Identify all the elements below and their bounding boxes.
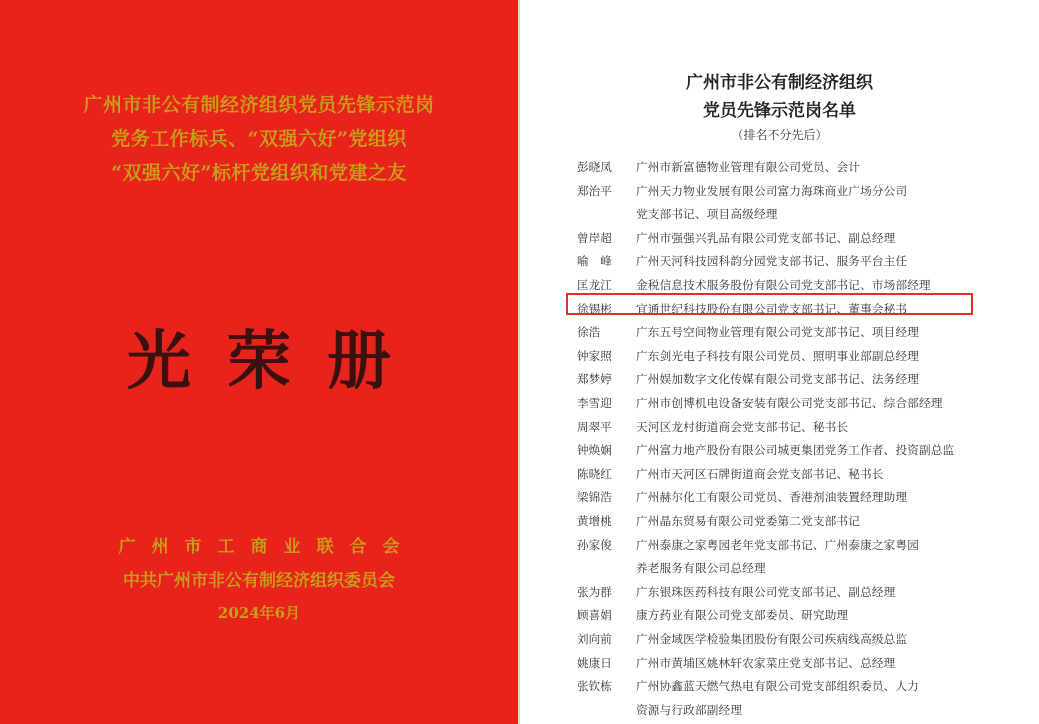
entry-name: 李雪迎 (577, 396, 612, 410)
entry-name: 周翠平 (577, 419, 612, 434)
list-item (520, 345, 1039, 368)
entry-name: 孙家俊 (577, 537, 612, 552)
entry-description: 广州市天河区石牌街道商会党支部书记、秘书长 (636, 466, 884, 481)
list-item (520, 321, 1039, 344)
entry-description: 广州天力物业发展有限公司富力海珠商业广场分公司 (636, 183, 908, 198)
entry-name: 郑治平 (577, 183, 612, 198)
cover-big-title: 光荣册 (127, 324, 427, 399)
entry-description: 广州泰康之家粤园老年党支部书记、广州泰康之家粤园 (636, 537, 920, 552)
entry-description-continued: 资源与行政部副经理 (636, 702, 743, 717)
entry-description: 广州娱加数字文化传媒有限公司党支部书记、法务经理 (636, 372, 920, 387)
list-title-line-2: 党员先锋示范岗名单 (703, 101, 856, 121)
entry-description: 广州富力地产股份有限公司城更集团党务工作者、投资副总监 (636, 443, 955, 458)
entry-description: 天河区龙村街道商会党支部书记、秘书长 (636, 419, 849, 434)
list-item (520, 486, 1039, 509)
list-item (520, 652, 1039, 675)
entry-name: 曾岸超 (577, 230, 612, 245)
list-item (520, 156, 1039, 179)
cover-organization-2: 中共广州市非公有制经济组织委员会 (123, 571, 395, 591)
list-title-line-1: 广州市非公有制经济组织 (686, 73, 873, 93)
cover-title-line-1: 广州市非公有制经济组织党员先锋示范岗 (83, 94, 435, 116)
entry-description: 广州市黄埔区姚林轩农家菜庄党支部书记、总经理 (636, 655, 896, 670)
entry-name: 喻 峰 (577, 254, 612, 269)
entry-description: 广州天河科技园科韵分园党支部书记、服务平台主任 (636, 254, 908, 269)
entry-name: 黄增桃 (577, 514, 612, 528)
cover-organization-1: 广州市工商业联合会 (118, 537, 416, 557)
highlight-box (566, 293, 973, 315)
entry-name: 梁锦浩 (577, 490, 612, 505)
entry-name: 彭晓凤 (577, 160, 612, 174)
entry-description: 广东五号空间物业管理有限公司党支部书记、项目经理 (636, 325, 920, 340)
entry-description: 广州市新富德物业管理有限公司党员、会计 (636, 160, 861, 174)
entry-description: 广州市强强兴乳品有限公司党支部书记、副总经理 (636, 230, 896, 245)
entry-name: 刘向前 (577, 632, 612, 646)
entry-description: 广州赫尔化工有限公司党员、香港剂油装置经理助理 (636, 490, 908, 505)
cover-date: 2024年6月 (217, 604, 301, 622)
list-item (520, 510, 1039, 533)
list-item (520, 368, 1039, 391)
list-item-continuation (520, 699, 1039, 722)
entry-description: 广东银珠医药科技有限公司党支部书记、副总经理 (636, 584, 896, 599)
entry-description: 宜通世纪科技股份有限公司党支部书记、董事会秘书 (636, 301, 908, 316)
list-item (520, 439, 1039, 462)
entry-name: 钟焕娴 (577, 443, 612, 458)
list-item (520, 392, 1039, 415)
entry-name: 顾喜娟 (577, 608, 612, 623)
entry-description: 广州金域医学检验集团股份有限公司疾病线高级总监 (636, 632, 908, 646)
list-item (520, 227, 1039, 250)
entry-name: 郑梦婷 (577, 372, 612, 387)
entry-name: 姚康日 (577, 655, 612, 670)
entry-description: 广东剑光电子科技有限公司党员、照明事业部副总经理 (636, 348, 920, 363)
list-item (520, 581, 1039, 604)
entry-name: 张钦栋 (577, 679, 612, 694)
cover-title-line-2: 党务工作标兵、“双强六好”党组织 (111, 128, 407, 150)
list-item (520, 534, 1039, 557)
list-item (520, 180, 1039, 203)
honor-book-cover (0, 0, 518, 724)
entry-name: 钟家照 (577, 348, 612, 363)
entry-description-continued: 党支部书记、项目高级经理 (636, 207, 778, 222)
list-item (520, 463, 1039, 486)
entry-description: 康方药业有限公司党支部委员、研究助理 (636, 608, 849, 623)
list-item (520, 675, 1039, 698)
entry-description: 广州晶东贸易有限公司党委第二党支部书记 (636, 514, 861, 528)
name-list-page (520, 0, 1039, 724)
entry-description: 广州市创博机电设备安装有限公司党支部书记、综合部经理 (636, 396, 943, 410)
entry-description-continued: 养老服务有限公司总经理 (636, 561, 766, 576)
list-item (520, 628, 1039, 651)
entry-name: 匡龙江 (577, 278, 612, 292)
entry-description: 广州协鑫蓝天燃气热电有限公司党支部组织委员、人力 (636, 679, 920, 694)
entry-name: 徐浩 (577, 325, 601, 340)
entry-name: 陈晓红 (577, 466, 612, 481)
list-note: （排名不分先后） (731, 128, 828, 142)
entry-name: 张为群 (577, 584, 612, 599)
list-item (520, 416, 1039, 439)
entry-description: 金税信息技术服务股份有限公司党支部书记、市场部经理 (636, 278, 931, 292)
list-item-continuation (520, 557, 1039, 580)
list-item (520, 250, 1039, 273)
list-item-continuation (520, 203, 1039, 226)
entry-name: 徐锡彬 (577, 301, 612, 316)
list-item (520, 604, 1039, 627)
cover-title-line-3: “双强六好”标杆党组织和党建之友 (111, 162, 407, 184)
